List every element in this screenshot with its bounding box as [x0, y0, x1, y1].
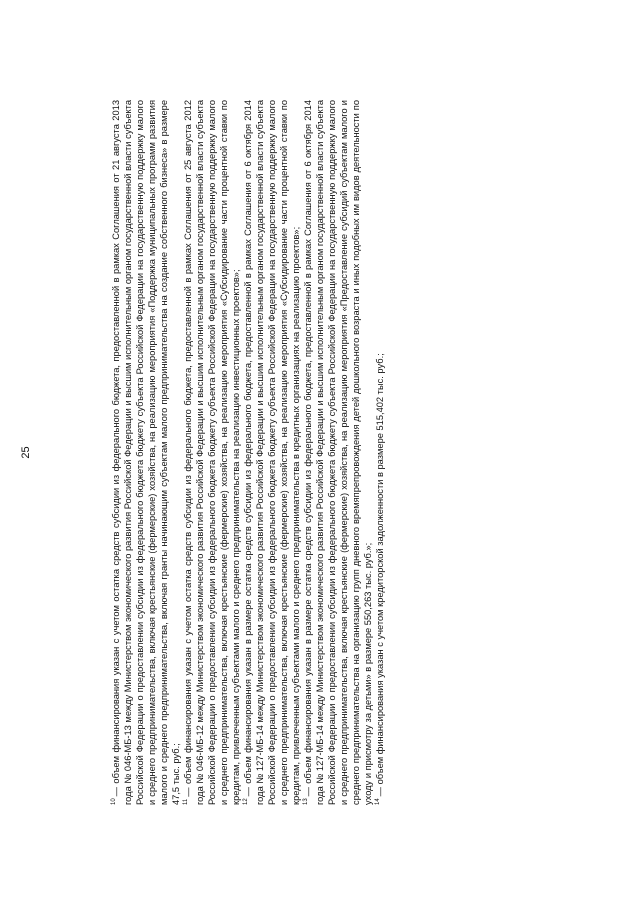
footnote-10: [110, 100, 182, 805]
footnote-text: — объем финансирования указан с учетом остатка средств субсидии из федерального бюджета, предоставленной в рамках Соглашения от 25 августа 2012 года № 046-МБ-12 между Министерством экономического развития Российской Федерации и высшим исполнительным органом государственной власти субъекта Российской Федерации о предоставлении субсидии из федерального бюджета бюджету субъекта Российской Федерации на государственную поддержку малого и среднего предпринимательства, включая крестьянские (фермерские) хозяйства, на реализацию мероприятия «Субсидирование части процентной ставки по кредитам, привлеченным субъектами малого и среднего предпринимательства на реализацию инвестиционных проектов»;: [183, 100, 241, 805]
footnote-text: — объем финансирования указан в размере остатка средств субсидии из федерального бюджета, предоставленной в рамках Соглашения от 6 октября 2014 года № 127-МБ-14 между Министерством экономического развития Российской Федерации и высшим исполнительным органом государственной власти субъекта Российской Федерации о предоставлении субсидии из федерального бюджета бюджету субъекта Российской Федерации на государственную поддержку малого и среднего предпринимательства, включая крестьянские (фермерские) хозяйства, на реализацию мероприятия «Субсидирование части процентной ставки по кредитам, привлеченным субъектами малого и среднего предпринимательства в кредитных организациях на реализацию проектов»;: [243, 100, 301, 805]
footnote-text: — объем финансирования указан с учетом остатка средств субсидии из федерального бюджета, предоставленной в рамках Соглашения от 21 августа 2013 года № 046-МБ-13 между Министерством экономического развития Российской Федерации и высшим исполнительным органом государственной власти субъекта Российской Федерации о предоставлении субсидии из федерального бюджета бюджету субъекта Российской Федерации на государственную поддержку малого и среднего предпринимательства, включая крестьянские (фермерские) хозяйства, на реализацию мероприятия «Поддержка муниципальных программ развития малого и среднего предпринимательства, включая гранты начинающим субъектам малого предпринимательства на создание собственного бизнеса» в размере 47,5 тыс. руб.;: [111, 100, 181, 805]
footnote-marker: 13: [302, 798, 309, 805]
footnote-marker: 11: [182, 798, 189, 805]
footnote-text: — объем финансирования указан в размере остатка средств субсидии из федерального бюджета, предоставленной в рамках Соглашения от 6 октября 2014 года № 127-МБ-14 между Министерством экономического развития Российской Федерации и высшим исполнительным органом государственной власти субъекта Российской Федерации о предоставлении субсидии из федерального бюджета бюджету субъекта Российской Федерации на государственную поддержку малого и среднего предпринимательства, включая крестьянские (фермерские) хозяйства, на реализацию мероприятия «Предоставление субсидий субъектам малого и среднего предпринимательства на организацию групп дневного времяпрепровождения детей дошкольного возраста и иных подобных им видов деятельности по уходу и присмотру за детьми» в размере 550,263 тыс. руб.»;: [303, 100, 373, 805]
footnote-marker: 14: [374, 798, 381, 805]
footnote-12: [242, 100, 302, 805]
footnote-14: [374, 100, 386, 805]
footnote-text: — объем финансирования указан с учетом кредиторской задолженности в размере 515,402 тыс. руб.;: [375, 353, 385, 797]
footnote-11: [182, 100, 242, 805]
footnotes-block: [110, 100, 386, 805]
footnote-13: [302, 100, 374, 805]
page-number: 25: [20, 446, 32, 459]
footnote-marker: 10: [110, 798, 117, 805]
footnote-marker: 12: [242, 798, 249, 805]
